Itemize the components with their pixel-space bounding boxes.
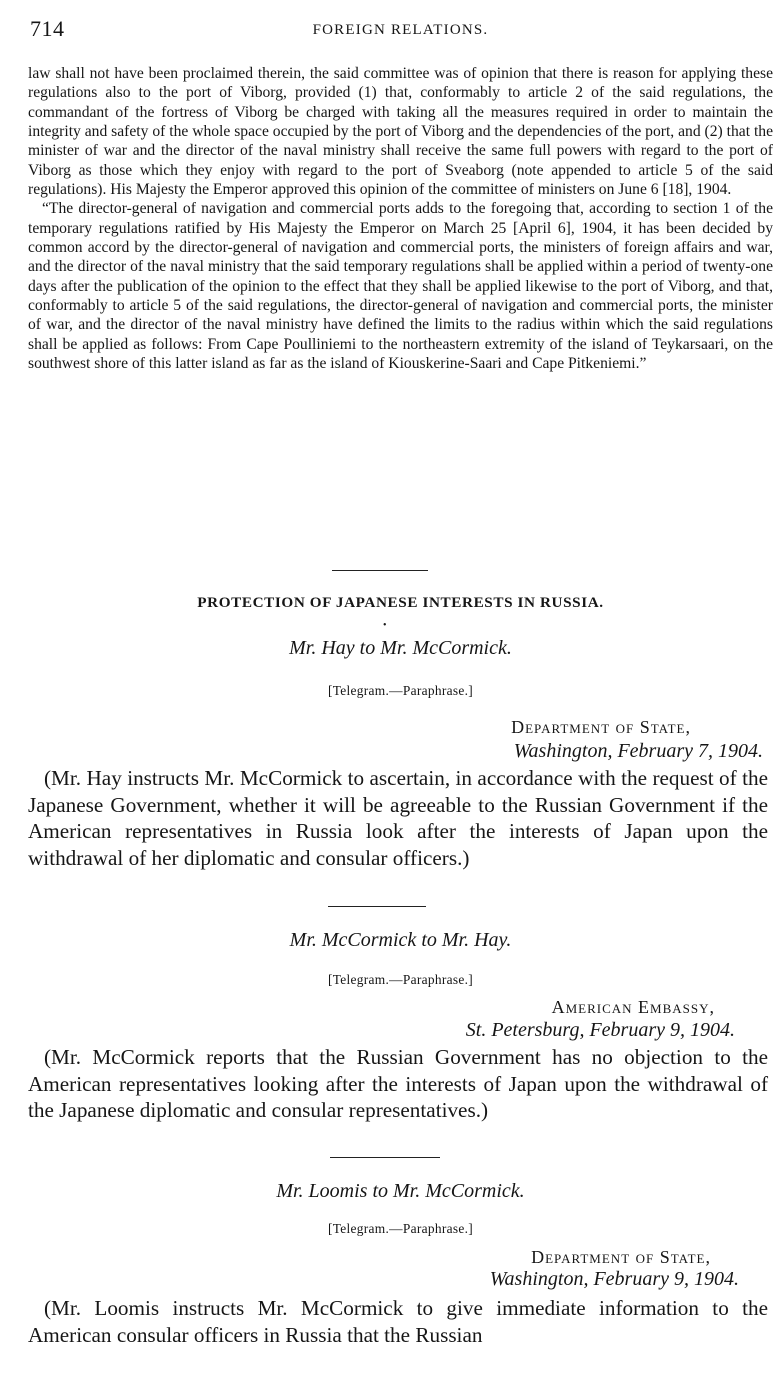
section-divider — [330, 1157, 440, 1158]
telegram-note: [Telegram.—Paraphrase.] — [327, 972, 473, 987]
body-paragraph: “The director-general of navigation and commercial ports adds to the foregoing that, according to section 1 of the temporary regulations ratified by His Majesty the Emperor on March 25 [April 6], 1904, it has been decided by common accord by the director-general of navigation and commercial ports, the ministers of foreign affairs and war, and the director of the naval ministry that the said temporary regulations shall be applied within a period of twenty-one days after the publication of the opinion to the effect that they shall be applied likewise to the port of Viborg, and that, conformably to article 5 of the said regulations, the director-general of navigation and commercial ports, the minister of war, and the director of the naval ministry have defined the limits to the radius within which the said regulations shall be applied as follows: From Cape Poulliniemi to the northeastern extremity of the island of Teykarsaari, on the southwest shore of this latter island as far as the island of Kiouskerine-Saari and Cape Pitkeniemi.” — [28, 200, 773, 373]
page-number: 714 — [30, 16, 65, 41]
dateline: Washington, February 9, 1904. — [489, 1268, 739, 1290]
dateline: St. Petersburg, February 9, 1904. — [465, 1019, 735, 1041]
body-paragraph: (Mr. Hay instructs Mr. McCormick to ascertain, in accordance with the request of the Japanese Government, whether it will be agreeable to the Russian Government if the American representatives in Russia look after the interests of Japan upon the withdrawal of her diplomatic and consular officers.) — [28, 766, 768, 870]
sender-place: American Embassy, — [551, 997, 715, 1017]
correspondence-heading: Mr. Loomis to Mr. McCormick. — [276, 1180, 525, 1202]
body-paragraph: (Mr. McCormick reports that the Russian Government has no objection to the American representatives looking after the interests of Japan upon the withdrawal of the Japanese diplomatic and consular representatives.) — [28, 1045, 768, 1123]
continued-text — [28, 64, 773, 374]
section-title: PROTECTION OF JAPANESE INTERESTS IN RUSSIA. — [197, 594, 604, 611]
document-body — [28, 1044, 768, 1124]
section-divider — [332, 570, 428, 571]
body-paragraph: law shall not have been proclaimed therein, the said committee was of opinion that there is reason for applying these regulations also to the port of Viborg, provided (1) that, conformably to article 2 of the said regulations, the commandant of the fortress of Viborg be charged with taking all the measures required in order to maintain the integrity and safety of the whole space occupied by the port of Viborg and the dependencies of the port, and (2) that the minister of war and the director of the naval ministry shall receive the same full powers with regard to the port of Viborg as those which they enjoy with regard to the port of Sveaborg (note appended to article 5 of the said regulations). His Majesty the Emperor approved this opinion of the committee of ministers on June 6 [18], 1904. — [28, 65, 773, 199]
page-header — [28, 16, 773, 46]
telegram-note: [Telegram.—Paraphrase.] — [327, 1221, 473, 1236]
running-head: FOREIGN RELATIONS. — [312, 22, 489, 38]
sender-place: Department of State, — [531, 1247, 711, 1267]
document-body — [28, 765, 768, 871]
dateline: Washington, February 7, 1904. — [513, 740, 763, 762]
correspondence-heading: Mr. Hay to Mr. McCormick. — [289, 637, 512, 659]
sender-place: Department of State, — [511, 717, 691, 737]
telegram-note: [Telegram.—Paraphrase.] — [327, 683, 473, 698]
decorative-dot: • — [383, 620, 387, 631]
document-body — [28, 1295, 768, 1348]
body-paragraph: (Mr. Loomis instructs Mr. McCormick to give immediate information to the American consular officers in Russia that the Russian — [28, 1296, 768, 1347]
correspondence-heading: Mr. McCormick to Mr. Hay. — [289, 929, 512, 951]
section-divider — [328, 906, 426, 907]
